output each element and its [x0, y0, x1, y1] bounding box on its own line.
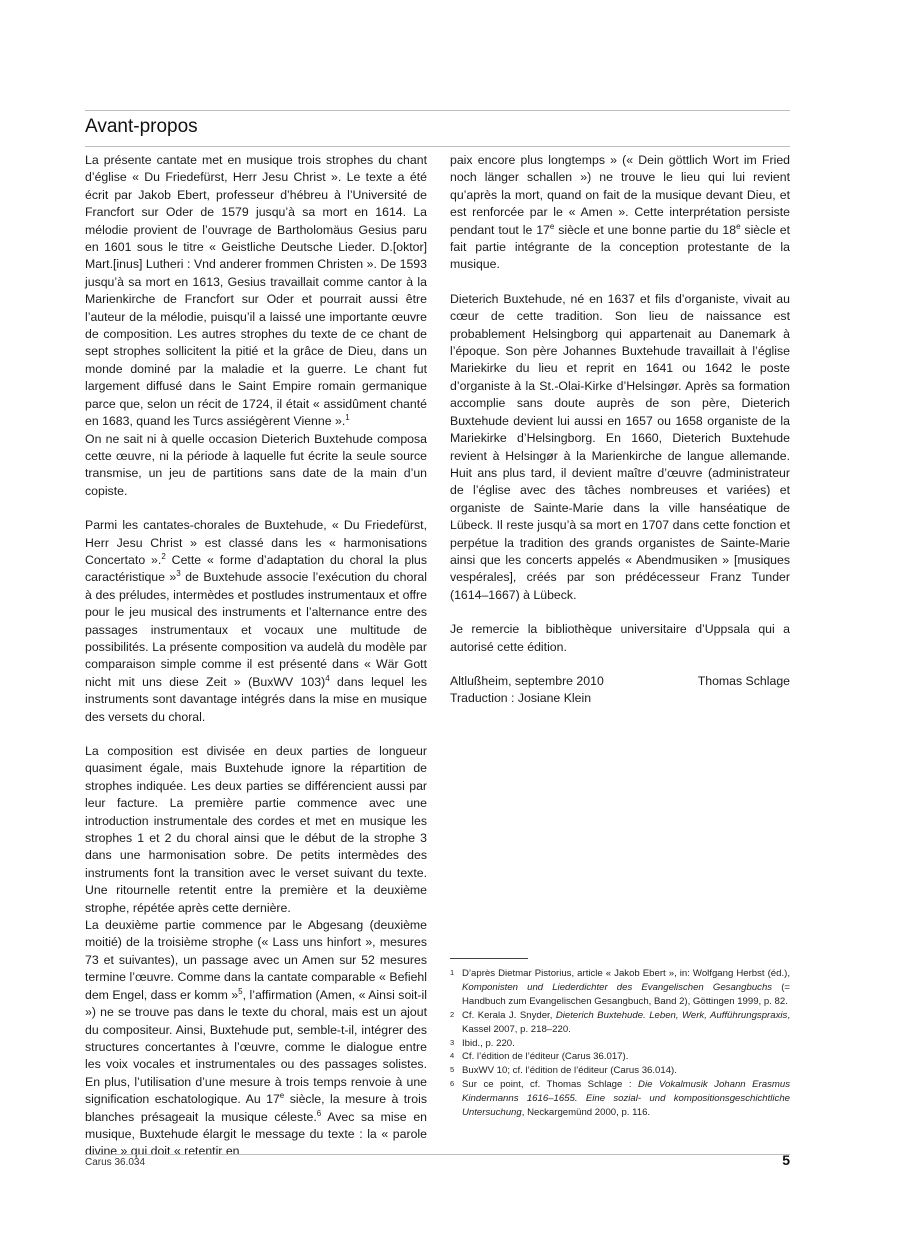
- paragraph: Dieterich Buxtehude, né en 1637 et fils d’organiste, vivait au cœur de cette tradition. Son lieu de naissance est probablement Helsingborg qui appartenait au Danemark à l’époque. Son père Johannes Buxtehude travaillait à l’église Mariekirke du lieu et reprit en 1641 ou 1642 le poste d’organiste à la St.-Olai-Kirke d’Helsingør. Après sa formation accomplie sans doute auprès de son père, Dieterich Buxtehude devient lui aussi en 1657 ou 1658 organiste de la Mariekirke d’Helsingborg. En 1660, Dieterich Buxtehude revient à Helsingør à la Marienkirche de langue allemande. Huit ans plus tard, il devient maître d’œuvre (administrateur de l’église avec des tâches nombreuses et variées) et organiste de Sainte-Marie dans la ville hanséatique de Lübeck. Il reste jusqu’à sa mort en 1707 dans cette fonction et perpétue la tradition des grands organistes de Sainte-Marie ainsi que les concerts appelés « Abendmusiken » [musiques vespérales], créés par son prédécesseur Franz Tunder (1614–1667) à Lübeck.: [450, 291, 790, 602]
- page-number: 5: [782, 1152, 790, 1168]
- footnote-number: 5: [450, 1065, 455, 1075]
- footnote: 3 Ibid., p. 220.: [450, 1037, 515, 1049]
- footnote-ref: 6: [316, 1108, 322, 1118]
- superscript: e: [736, 221, 741, 231]
- page-title: Avant-propos: [85, 116, 198, 137]
- translation-credit: Traduction : Josiane Klein: [450, 691, 592, 706]
- place-date: Altlußheim, septembre 2010: [450, 673, 604, 688]
- footnotes: [450, 958, 790, 1120]
- footnote-ref: 2: [161, 551, 166, 561]
- footnote-number: 1: [450, 968, 455, 977]
- paragraph: La deuxième partie commence par le Abgesang (deuxième moitié) de la troisième strophe (« Lass uns hinfort », mesures 73 et suivantes), un passage avec un Amen sur 52 mesures termine l’œuvre. Comme dans la cantate comparable « Befiehl dem Engel, dass er komm »$^5$, l’affirmation (Amen, « Ainsi soit-il ») ne se trouve pas dans le texte du choral, mais est un ajout du compositeur. Ainsi, Buxtehude put, semble-t-il, intégrer des structures concertantes à l’œuvre, comme le dialogue entre les voix vocales et instrumentales ou des passages solistes. En plus, l’utilisation d’une mesure à trois temps renvoie à une signification eschatologique. Au 17e siècle, la mesure à trois blanches présageait la musique céleste.$^6$ Avec sa mise en musique, Buxtehude élargit le message du texte : la « parole divine » qui doit « retentir en: [85, 918, 427, 1159]
- paragraph: La composition est divisée en deux parties de longueur quasiment égale, mais Buxtehude ignore la répartition de strophes indiquée. Les deux parties se différencient aussi par leur facture. La première partie commence avec une introduction instrumentale des cordes et met en musique les strophes 1 et 2 du choral ainsi que le début de la strophe 3 dans une harmonisation sobre. De petits intermèdes des instruments font la transition avec le verset suivant du texte. Une ritournelle retentit entre la première et la deuxième strophe, répétée après cette dernière.: [85, 744, 427, 915]
- right-column: [450, 152, 790, 708]
- footnote: 1 D’après Dietmar Pistorius, article « Jakob Ebert », in: Wolfgang Herbst (éd.), Komponisten und Liederdichter des Evangelischen Gesangbuchs (= Handbuch zum Evangelischen Gesangbuch, Band 2), Göttingen 1999, p. 82.: [450, 968, 790, 1007]
- footnote-ref: 4: [325, 673, 330, 683]
- header-rule-bottom: [85, 146, 790, 147]
- footnote-number: 4: [450, 1051, 455, 1061]
- superscript: e: [279, 1091, 285, 1101]
- paragraph: Je remercie la bibliothèque universitaire d’Uppsala qui a autorisé cette édition.: [450, 622, 790, 654]
- footnote-rule: [450, 958, 528, 959]
- footnote-number: 3: [450, 1037, 455, 1047]
- footnote-ref: 3: [176, 569, 181, 579]
- paragraph: On ne sait ni à quelle occasion Dieterich Buxtehude composa cette œuvre, ni la période à laquelle fut écrite la seule source transmise, un jeu de partitions sans date de la main d’un copiste.: [85, 431, 427, 498]
- footnote: 5 BuxWV 10; cf. l’édition de l’éditeur (Carus 36.014).: [450, 1065, 677, 1077]
- paragraph: Parmi les cantates-chorales de Buxtehude, « Du Friedefürst, Herr Jesu Christ » est classé dans les « harmonisations Concertato ».$^2$ Cette « forme d’adaptation du choral la plus caractéristique »$^3$ de Buxtehude associe l’exécution du choral à des préludes, intermèdes et postludes instrumentaux et offre pour le jeu musical des instruments et l’alternance entre des passages instrumentaux et vocaux une multitude de possibilités. La présente composition va audelà du modèle par comparaison simple comme il est présenté dans « Wär Gott nicht mit uns diese Zeit » (BuxWV 103)$^4$ dans lequel les instruments sont davantage intégrés dans la mise en musique des versets du choral.: [85, 518, 428, 724]
- left-column: [85, 152, 427, 1161]
- footnote: 2 Cf. Kerala J. Snyder, Dieterich Buxtehude. Leben, Werk, Aufführungspraxis, Kassel 2007, p. 218–220.: [450, 1009, 790, 1035]
- footnote-number: 6: [450, 1079, 455, 1089]
- paragraph: paix encore plus longtemps » (« Dein göttlich Wort im Fried noch länger schallen ») ne trouve le lieu qui lui revient qu’après la mort, quand on fait de la musique devant Dieu, et est renforcée par le « Amen ». Cette interprétation persiste pendant tout le 17e siècle et une bonne partie du 18e siècle et fait partie intégrante de la conception protestante de la musique.: [450, 153, 791, 272]
- footer-rule: [85, 1154, 790, 1155]
- header-rule-top: [85, 110, 790, 111]
- footnote-ref: 5: [238, 986, 243, 996]
- footnote-ref: 1: [345, 413, 350, 422]
- signature-line: [450, 673, 790, 690]
- footnote-number: 2: [450, 1009, 455, 1019]
- footnote: 4 Cf. l’édition de l’éditeur (Carus 36.017).: [450, 1051, 629, 1063]
- catalog-number: Carus 36.034: [85, 1157, 146, 1168]
- paragraph: La présente cantate met en musique trois strophes du chant d’église « Du Friedefürst, Herr Jesu Christ ». Le texte a été écrit par Jakob Ebert, professeur d’hébreu à l’Université de Francfort sur Oder de 1579 jusqu’à sa mort en 1614. La mélodie provient de l’ouvrage de Bartholomäus Gesius paru en 1601 sous le titre « Geistliche Deutsche Lieder. D.[oktor] Mart.[inus] Lutheri : Vnd anderer frommen Christen ». De 1593 jusqu’à sa mort en 1613, Gesius travaillait comme cantor à la Marienkirche de Francfort sur Oder et pourrait aussi être l’auteur de la mélodie, puisqu’il a laissé une importante œuvre de composition. Les autres strophes du texte de ce chant de sept strophes sollicitent la pitié et la grâce de Dieu, dans un monde dominé par la maladie et la guerre. Le chant fut largement diffusé dans le Saint Empire romain germanique parce que, selon un récit de 1724, il était « assidûment chanté en 1683, quand les Turcs assiégèrent Vienne ».$^1$: [85, 153, 427, 429]
- footnote: 6 Sur ce point, cf. Thomas Schlage : Die Vokalmusik Johann Erasmus Kindermanns 1616–1655. Eine sozial- und kompositionsgeschichtliche Untersuchung, Neckargemünd 2000, p. 116.: [450, 1079, 790, 1119]
- author-name: Thomas Schlage: [697, 673, 790, 688]
- superscript: e: [549, 221, 555, 231]
